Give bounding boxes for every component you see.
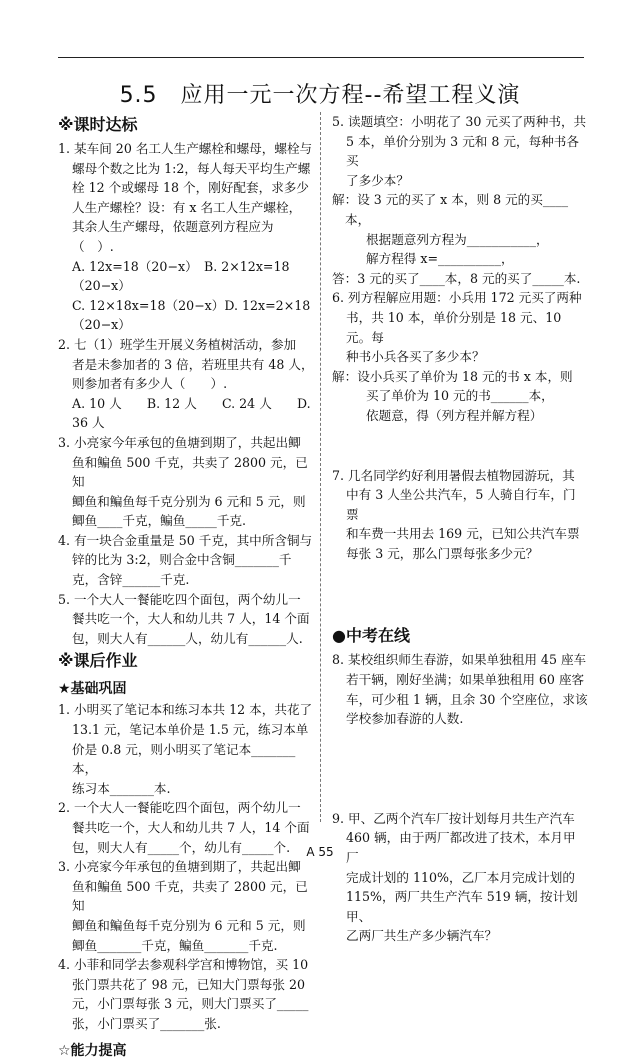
answer-line: 解方程得 x=__________， bbox=[366, 251, 514, 267]
answer-space bbox=[332, 563, 588, 623]
question-line: 9. 甲、乙两个汽车厂按计划每月共生产汽车 bbox=[332, 810, 575, 826]
question-line: 5. 读题填空：小明花了 30 元买了两种书，共 bbox=[332, 114, 587, 129]
question-line: 其余人生产螺母，依题意列方程应为（ ）. bbox=[72, 219, 274, 254]
option-line: A. 12x=18（20−x） B. 2×12x=18（20−x） bbox=[72, 258, 290, 294]
basic-question-3 bbox=[58, 857, 314, 955]
answer-space bbox=[332, 729, 588, 809]
question-r7 bbox=[332, 466, 588, 564]
basic-question-4 bbox=[58, 955, 314, 1033]
question-line: 餐共吃一个，大人和幼儿共 7 人，14 个面 bbox=[72, 611, 310, 627]
answer-line: 买了单价为 10 元的书______本， bbox=[366, 388, 554, 404]
question-line: 人生产螺栓？设：有 x 名工人生产螺栓， bbox=[72, 199, 302, 215]
question-line: 学校参加春游的人数. bbox=[346, 711, 464, 727]
question-line: 鲫鱼_______千克，鳊鱼_______千克. bbox=[72, 937, 278, 953]
question-line: 4. 有一块合金重量是 50 千克，其中所含铜与 bbox=[58, 532, 313, 548]
question-line: 中有 3 人坐公共汽车，5 人骑自行车，门票 bbox=[346, 487, 576, 522]
question-4 bbox=[58, 531, 314, 590]
section-heading-lesson: ※课时达标 bbox=[58, 115, 138, 134]
question-line: 价是 0.8 元，则小明买了笔记本_______本， bbox=[72, 741, 296, 777]
question-line: 13.1 元，笔记本单价是 1.5 元，练习本单 bbox=[72, 722, 309, 738]
answer-line: 答：3 元的买了____本，8 元的买了_____本. bbox=[332, 270, 581, 286]
question-line: 每张 3 元，那么门票每张多少元？ bbox=[346, 545, 539, 561]
question-line: 张门票共花了 98 元，已知大门票每张 20 bbox=[72, 976, 305, 992]
question-line: 包，则大人有_____个，幼儿有_____个. bbox=[72, 839, 291, 855]
question-line: 完成计划的 110%，乙厂本月完成计划的 bbox=[346, 869, 575, 885]
question-line: 餐共吃一个，大人和幼儿共 7 人，14 个面 bbox=[72, 820, 310, 835]
answer-space bbox=[332, 426, 588, 466]
question-line: 鲫鱼____千克，鳊鱼_____千克. bbox=[72, 513, 247, 529]
left-column bbox=[58, 112, 314, 1062]
question-line: 螺母个数之比为 1:2，每人每天平均生产螺 bbox=[72, 160, 311, 176]
question-line: 车，可少租 1 辆，且余 30 个空座位，求该 bbox=[346, 691, 588, 707]
question-1 bbox=[58, 139, 314, 335]
question-line: 1. 某车间 20 名工人生产螺栓和螺母，螺栓与 bbox=[58, 141, 313, 156]
question-line: 和车费一共用去 169 元，已知公共汽车票 bbox=[346, 526, 580, 542]
question-line: 者是未参加者的 3 倍，若班里共有 48 人， bbox=[72, 356, 314, 372]
question-line: 5. 一个大人一餐能吃四个面包，两个幼儿一 bbox=[58, 591, 301, 607]
answer-line: 解：设 3 元的买了 x 本，则 8 元的买____本， bbox=[332, 192, 569, 227]
page-number: A 55 bbox=[306, 845, 334, 859]
page-title: 5.5 应用一元一次方程--希望工程义演 bbox=[119, 83, 521, 108]
question-r5 bbox=[332, 112, 588, 288]
question-line: 鱼和鳊鱼 500 千克，共卖了 2800 元，已知 bbox=[72, 454, 308, 490]
question-line: 栓 12 个或螺母 18 个，刚好配套，求多少 bbox=[72, 180, 309, 196]
question-line: 克，含锌______千克. bbox=[72, 572, 190, 588]
question-line: 鲫鱼和鳊鱼每千克分别为 6 元和 5 元，则 bbox=[72, 493, 306, 509]
question-line: 460 辆，由于两厂都改进了技术，本月甲厂 bbox=[346, 830, 576, 866]
question-r9 bbox=[332, 809, 588, 946]
question-line: 3. 小亮家今年承包的鱼塘到期了，共起出鲫 bbox=[58, 434, 301, 450]
option-line: A. 10 人 B. 12 人 C. 24 人 D. 36 人 bbox=[72, 395, 311, 431]
question-line: 2. 七（1）班学生开展义务植树活动，参加 bbox=[58, 336, 297, 352]
answer-line: 解：设小兵买了单价为 18 元的书 x 本，则 bbox=[332, 368, 573, 384]
question-line: 则参加者有多少人（ ）. bbox=[72, 376, 228, 392]
question-line: 3. 小亮家今年承包的鱼塘到期了，共起出鲫 bbox=[58, 859, 301, 875]
question-line: 书，共 10 本，单价分别是 18 元、10 元。每 bbox=[346, 309, 562, 345]
question-line: 115%，两厂共生产汽车 519 辆，按计划甲、 bbox=[346, 889, 578, 924]
question-r8 bbox=[332, 650, 588, 728]
question-line: 1. 小明买了笔记本和练习本共 12 本，共花了 bbox=[58, 702, 313, 718]
question-line: 种书小兵各买了多少本？ bbox=[346, 349, 485, 365]
subsection-heading-basic: ★基础巩固 bbox=[58, 681, 127, 698]
question-5 bbox=[58, 590, 314, 649]
question-line: 了多少本？ bbox=[346, 172, 409, 188]
question-line: 2. 一个大人一餐能吃四个面包，两个幼儿一 bbox=[58, 800, 301, 816]
question-line: 乙两厂共生产多少辆汽车？ bbox=[346, 928, 498, 944]
question-line: 鲫鱼和鳊鱼每千克分别为 6 元和 5 元，则 bbox=[72, 917, 306, 933]
option-line: C. 12×18x=18（20−x）D. 12x=2×18（20−x） bbox=[72, 297, 311, 333]
header-rule bbox=[58, 57, 584, 58]
answer-line: 根据题意列方程为___________， bbox=[366, 231, 549, 247]
right-column bbox=[332, 112, 588, 946]
question-line: 7. 几名同学约好利用暑假去植物园游玩，其 bbox=[332, 467, 575, 483]
section-heading-exam: ●中考在线 bbox=[332, 626, 410, 646]
question-line: 鱼和鳊鱼 500 千克，共卖了 2800 元，已知 bbox=[72, 878, 308, 914]
question-line: 5 本，单价分别为 3 元和 8 元，每种书各买 bbox=[346, 133, 579, 169]
question-line: 若干辆，刚好坐满；如果单独租用 60 座客 bbox=[346, 672, 585, 688]
question-line: 元，小门票每张 3 元，则大门票买了_____ bbox=[72, 996, 309, 1012]
column-divider bbox=[320, 112, 321, 822]
question-r6 bbox=[332, 288, 588, 425]
subsection-heading-advanced: ☆能力提高 bbox=[58, 1042, 127, 1059]
answer-line: 依题意，得（列方程并解方程） bbox=[366, 407, 543, 423]
question-line: 练习本_______本. bbox=[72, 780, 171, 796]
question-2 bbox=[58, 335, 314, 433]
question-line: 包，则大人有______人，幼儿有______人. bbox=[72, 630, 303, 646]
basic-question-1 bbox=[58, 700, 314, 798]
question-line: 4. 小菲和同学去参观科学宫和博物馆，买 10 bbox=[58, 957, 309, 973]
question-line: 锌的比为 3:2，则合金中含铜_______千 bbox=[72, 552, 292, 568]
question-line: 8. 某校组织师生春游，如果单独租用 45 座车 bbox=[332, 652, 587, 668]
question-line: 6. 列方程解应用题：小兵用 172 元买了两种 bbox=[332, 290, 582, 306]
section-heading-homework: ※课后作业 bbox=[58, 651, 138, 671]
question-3 bbox=[58, 433, 314, 531]
question-line: 张，小门票买了_______张. bbox=[72, 1015, 221, 1031]
